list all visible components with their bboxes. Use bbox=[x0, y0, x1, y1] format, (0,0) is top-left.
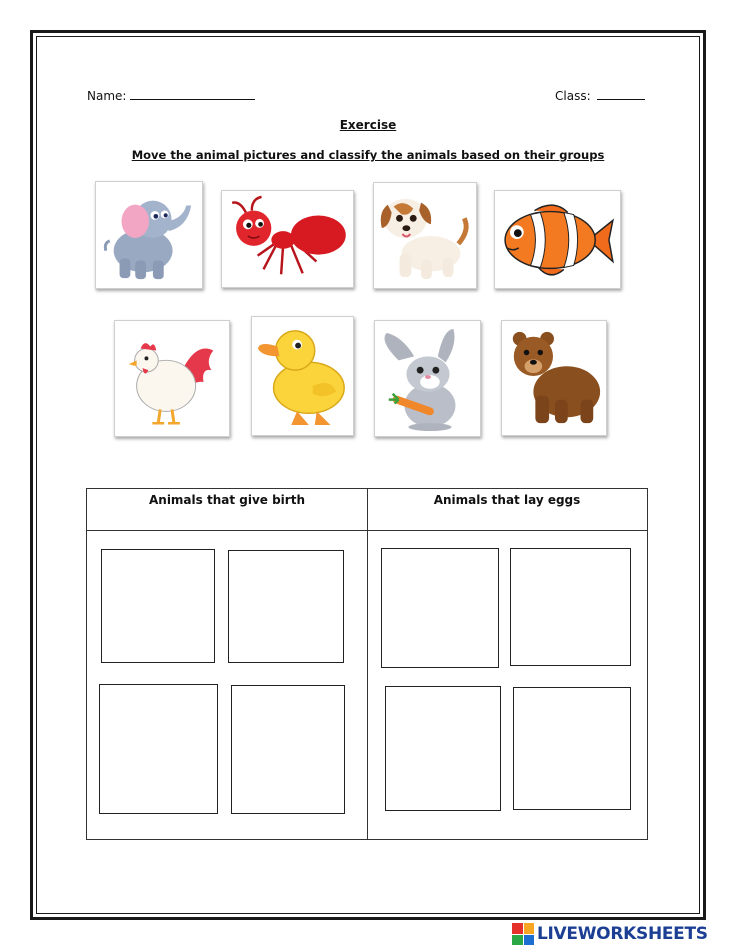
duck-icon bbox=[252, 317, 353, 435]
liveworksheets-brand[interactable] bbox=[512, 922, 708, 946]
column-divider bbox=[367, 489, 368, 839]
animal-card-fish[interactable] bbox=[494, 190, 621, 289]
class-input-line[interactable] bbox=[597, 99, 645, 100]
instruction-text: Move the animal pictures and classify the animals based on their groups bbox=[131, 148, 605, 162]
liveworksheets-logo-icon bbox=[512, 923, 534, 945]
name-input-line[interactable] bbox=[130, 99, 255, 100]
animal-card-ant[interactable] bbox=[221, 190, 354, 288]
drop-box-give-birth-1[interactable] bbox=[101, 549, 215, 663]
header-divider bbox=[87, 530, 647, 531]
drop-box-lay-eggs-1[interactable] bbox=[381, 548, 499, 668]
clownfish-icon bbox=[495, 191, 620, 288]
elephant-icon bbox=[96, 182, 202, 288]
drop-box-lay-eggs-2[interactable] bbox=[510, 548, 631, 666]
rooster-icon bbox=[115, 321, 229, 436]
animal-card-chicken[interactable] bbox=[114, 320, 230, 437]
animal-card-duck[interactable] bbox=[251, 316, 354, 436]
class-label: Class: bbox=[555, 89, 591, 103]
animal-card-dog[interactable] bbox=[373, 182, 477, 289]
dog-icon bbox=[374, 183, 476, 288]
drop-box-lay-eggs-3[interactable] bbox=[385, 686, 501, 811]
drop-box-give-birth-4[interactable] bbox=[231, 685, 345, 814]
exercise-title: Exercise bbox=[339, 118, 397, 132]
heading-lay-eggs: Animals that lay eggs bbox=[433, 493, 581, 507]
ant-icon bbox=[222, 191, 353, 287]
rabbit-icon bbox=[375, 321, 480, 436]
animal-card-bear[interactable] bbox=[501, 320, 607, 436]
heading-give-birth: Animals that give birth bbox=[148, 493, 305, 507]
animal-card-elephant[interactable] bbox=[95, 181, 203, 289]
drop-box-give-birth-3[interactable] bbox=[99, 684, 218, 814]
name-label: Name: bbox=[87, 89, 127, 103]
bear-icon bbox=[502, 321, 606, 435]
drop-box-lay-eggs-4[interactable] bbox=[513, 687, 631, 810]
brand-text: LIVEWORKSHEETS bbox=[537, 924, 708, 944]
animal-card-rabbit[interactable] bbox=[374, 320, 481, 437]
drop-box-give-birth-2[interactable] bbox=[228, 550, 344, 663]
